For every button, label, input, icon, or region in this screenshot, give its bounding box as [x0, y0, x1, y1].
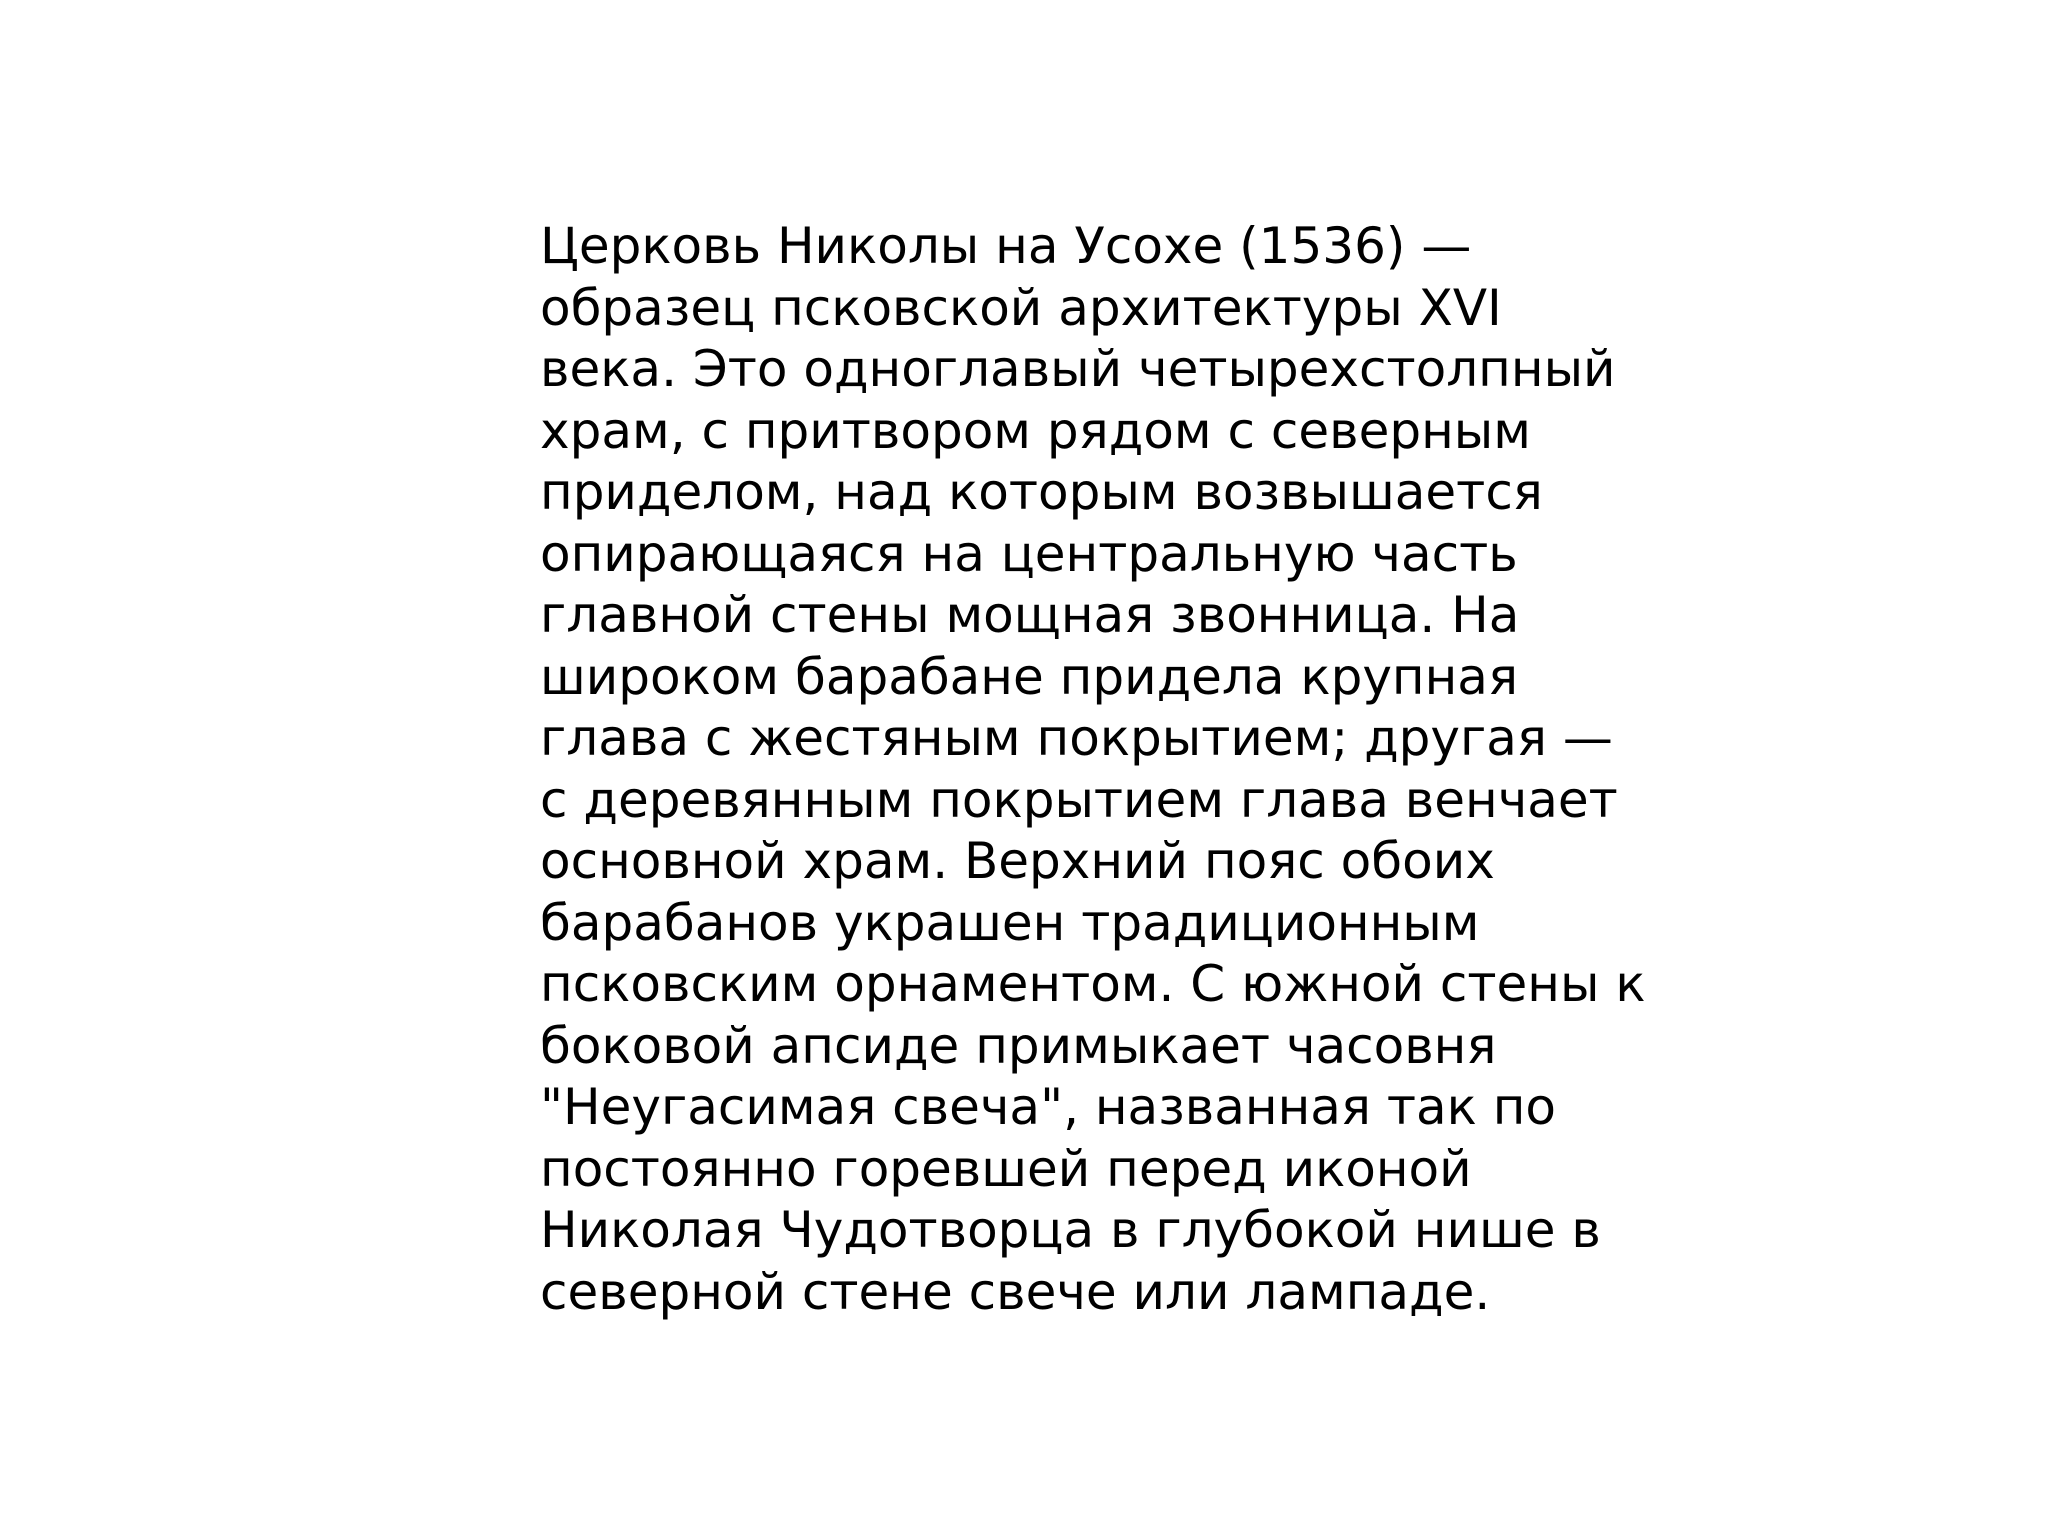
paragraph-line: с деревянным покрытием глава венчает: [540, 770, 1618, 829]
paragraph-line: главной стены мощная звонница. На: [540, 586, 1520, 644]
paragraph-line: "Неугасимая свеча", названная так по: [540, 1078, 1557, 1136]
paragraph-line: широком барабане придела крупная: [540, 647, 1519, 706]
paragraph-line: боковой апсиде примыкает часовня: [540, 1016, 1497, 1075]
paragraph-line: глава с жестяным покрытием; другая —: [540, 709, 1613, 767]
body-paragraph: [540, 216, 1646, 1323]
paragraph-line: Церковь Николы на Усохе (1536) —: [540, 217, 1472, 275]
paragraph-line: храм, с притвором рядом с северным: [540, 401, 1531, 460]
paragraph-line: образец псковской архитектуры XVI: [540, 278, 1502, 337]
paragraph-line: северной стене свече или лампаде.: [540, 1262, 1491, 1321]
paragraph-line: века. Это одноглавый четырехстолпный: [540, 340, 1616, 398]
paragraph-line: Николая Чудотворца в глубокой нише в: [540, 1201, 1601, 1259]
paragraph-line: приделом, над которым возвышается: [540, 463, 1543, 521]
paragraph-line: основной храм. Верхний пояс обоих: [540, 832, 1495, 890]
paragraph-line: постоянно горевшей перед иконой: [540, 1139, 1472, 1198]
paragraph-line: опирающаяся на центральную часть: [540, 524, 1518, 583]
paragraph-line: барабанов украшен традиционным: [540, 893, 1480, 952]
paragraph-line: псковским орнаментом. С южной стены к: [540, 955, 1646, 1013]
